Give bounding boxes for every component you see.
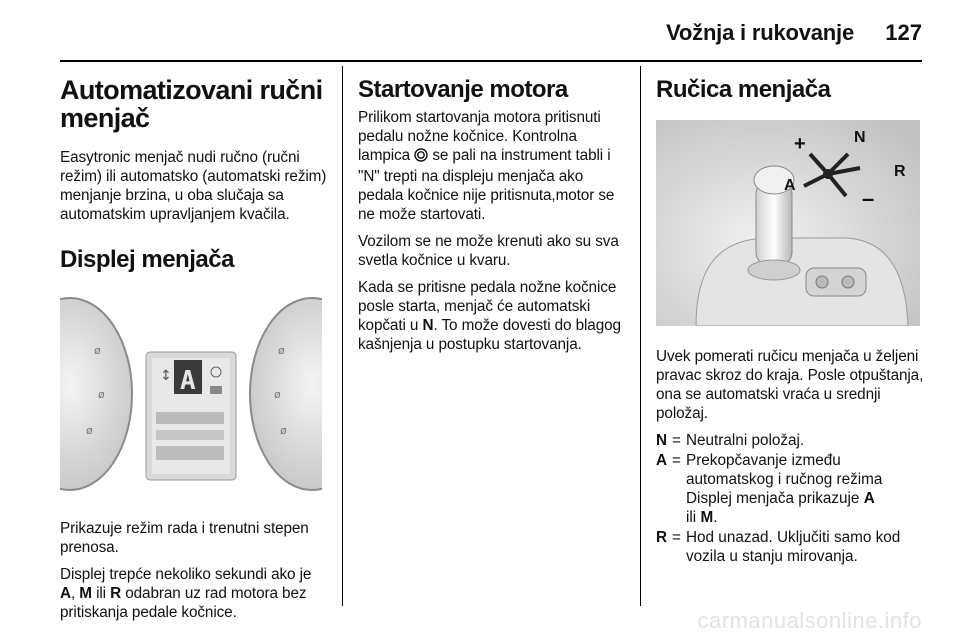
heading-engine-start: Startovanje motora	[358, 76, 568, 103]
label-r: R	[894, 163, 906, 180]
label-minus: –	[862, 186, 875, 211]
display-gear-letter: A	[180, 366, 196, 396]
label-a: A	[784, 177, 796, 194]
lever-intro: Uvek pomerati ručicu menjača u željeni pravac skroz do kraja. Posle otpuštanja, ona se automatski vraća u srednji položaj.	[656, 348, 924, 422]
display-caption: Prikazuje režim rada i trenutni stepen prenosa.	[60, 520, 309, 556]
definition-a: A = Prekopčavanje između automatskog i ručnog režima Displej menjača prikazuje A ili M.	[656, 452, 883, 526]
instrument-cluster-image	[60, 294, 322, 494]
column-divider	[342, 66, 343, 606]
label-n: N	[854, 129, 866, 146]
heading-gear-lever: Ručica menjača	[656, 76, 831, 103]
subheading-gear-display: Displej menjača	[60, 246, 234, 273]
label-plus: +	[794, 133, 806, 155]
column-1	[60, 76, 330, 630]
watermark: carmanualsonline.info	[697, 608, 922, 633]
blink-paragraph: Displej trepće nekoliko sekundi ako je A, M ili R odabran uz rad motora bez pritiskanja pedale kočnice.	[60, 566, 312, 621]
start-paragraph-1: Prilikom startovanja motora pritisnuti pedalu nožne kočnice. Kontrolna lampica se pali na instrument tabli i "N" trepti na displeju menjača ako pedala kočnice nije pritisnuta,motor se ne može startovati.	[358, 109, 615, 223]
svg-text:ø: ø	[86, 424, 93, 437]
page-header	[0, 14, 960, 54]
svg-text:ø: ø	[98, 388, 105, 401]
column-3	[656, 76, 924, 567]
page-number: 127	[885, 20, 922, 45]
svg-text:ø: ø	[274, 388, 281, 401]
svg-text:ø: ø	[280, 424, 287, 437]
svg-text:ø: ø	[94, 344, 101, 357]
gear-lever-image	[656, 120, 920, 326]
svg-text:↕: ↕	[160, 368, 172, 384]
column-2	[358, 76, 626, 362]
brake-warning-icon	[414, 148, 428, 167]
section-title: Vožnja i rukovanje	[666, 20, 854, 45]
intro-paragraph: Easytronic menjač nudi ručno (ručni režim) ili automatsko (automatski režim) menjanje brzina, u oba slučaja sa automatskim upravljanjem kvačila.	[60, 149, 327, 223]
start-paragraph-2: Vozilom se ne može krenuti ako su sva svetla kočnice u kvaru.	[358, 233, 619, 269]
column-divider	[640, 66, 641, 606]
definition-list	[656, 431, 924, 566]
svg-text:ø: ø	[278, 344, 285, 357]
definition-r: R = Hod unazad. Uključiti samo kod vozila u stanju mirovanja.	[656, 529, 901, 565]
start-paragraph-3: Kada se pritisne pedala nožne kočnice posle starta, menjač će automatski kopčati u N. To može dovesti do blagog kašnjenja u postupku startovanja.	[358, 279, 621, 353]
header-rule	[60, 60, 922, 62]
definition-n: N = Neutralni položaj.	[656, 432, 805, 449]
heading-automated-gearbox: Automatizovani ručni menjač	[60, 75, 323, 133]
